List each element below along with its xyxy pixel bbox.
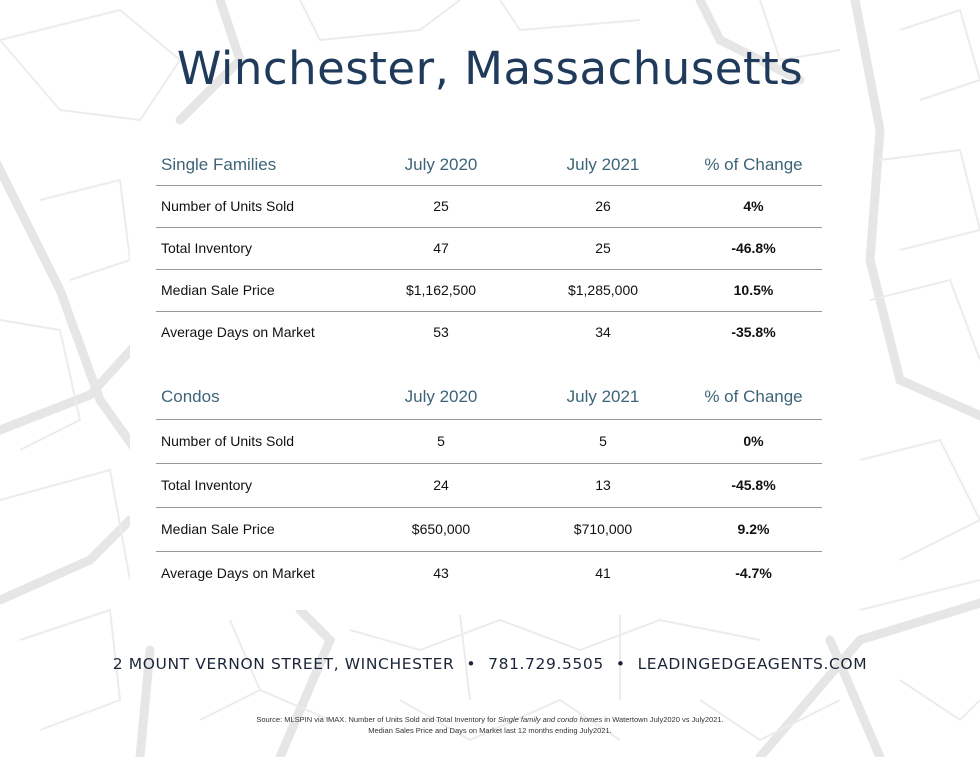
separator-dot: • bbox=[466, 655, 477, 673]
source-line-1 bbox=[0, 714, 980, 725]
phone-number[interactable]: 781.729.5505 bbox=[488, 655, 604, 673]
value-2021: 25 bbox=[521, 227, 685, 269]
metric-label: Median Sale Price bbox=[156, 507, 361, 551]
change-value: -4.7% bbox=[735, 565, 772, 582]
metric-label: Average Days on Market bbox=[161, 324, 315, 341]
column-header: July 2021 bbox=[521, 376, 685, 419]
section-heading: Condos bbox=[156, 376, 361, 419]
value-2020: 47 bbox=[361, 227, 521, 269]
contact-footer bbox=[0, 655, 980, 673]
column-header: % of Change bbox=[685, 145, 822, 185]
value-2021: $710,000 bbox=[521, 507, 685, 551]
table-row bbox=[156, 507, 822, 551]
change-value: 0% bbox=[685, 419, 822, 463]
value-2020: 53 bbox=[433, 324, 449, 341]
page-title: Winchester, Massachusetts bbox=[176, 42, 804, 95]
table-row bbox=[156, 227, 822, 269]
table-row bbox=[156, 269, 822, 311]
change-value: -45.8% bbox=[685, 463, 822, 507]
value-2020: $1,162,500 bbox=[361, 269, 521, 311]
value-2021: 26 bbox=[521, 185, 685, 227]
source-text: in Watertown July2020 vs July2021. bbox=[602, 715, 724, 724]
column-header: % of Change bbox=[685, 376, 822, 419]
value-2021: 41 bbox=[595, 565, 611, 582]
table-row bbox=[156, 551, 822, 595]
value-2020: 43 bbox=[433, 565, 449, 582]
table-row bbox=[156, 463, 822, 507]
metric-label: Total Inventory bbox=[156, 227, 361, 269]
website-link[interactable]: LEADINGEDGEAGENTS.COM bbox=[637, 655, 868, 673]
section-heading: Single Families bbox=[156, 145, 361, 185]
value-2020: 5 bbox=[361, 419, 521, 463]
table-header-row bbox=[156, 145, 822, 185]
table-header-row bbox=[156, 376, 822, 419]
metric-label: Number of Units Sold bbox=[156, 419, 361, 463]
value-2021: $1,285,000 bbox=[521, 269, 685, 311]
table-row bbox=[156, 419, 822, 463]
table-row bbox=[156, 185, 822, 227]
value-2021: 13 bbox=[521, 463, 685, 507]
source-line-2: Median Sales Price and Days on Market last 12 months ending July2021. bbox=[368, 726, 612, 735]
metric-label: Number of Units Sold bbox=[156, 185, 361, 227]
separator-dot: • bbox=[615, 655, 626, 673]
column-header: July 2020 bbox=[361, 376, 521, 419]
value-2021: 5 bbox=[521, 419, 685, 463]
column-header: July 2021 bbox=[521, 145, 685, 185]
single-families-table bbox=[156, 145, 822, 353]
metric-label: Median Sale Price bbox=[156, 269, 361, 311]
source-note bbox=[0, 714, 980, 736]
source-text: Source: MLSPIN via IMAX. Number of Units Sold and Total Inventory for bbox=[256, 715, 498, 724]
value-2021: 34 bbox=[595, 324, 611, 341]
change-value: -46.8% bbox=[685, 227, 822, 269]
metric-label: Total Inventory bbox=[156, 463, 361, 507]
office-address: 2 MOUNT VERNON STREET, WINCHESTER bbox=[112, 655, 455, 673]
change-value: 4% bbox=[685, 185, 822, 227]
value-2020: 24 bbox=[361, 463, 521, 507]
value-2020: 25 bbox=[361, 185, 521, 227]
value-2020: $650,000 bbox=[361, 507, 521, 551]
source-emphasis: Single family and condo homes bbox=[497, 715, 603, 724]
table-row bbox=[156, 311, 822, 353]
column-header: July 2020 bbox=[361, 145, 521, 185]
condos-table bbox=[156, 376, 822, 595]
change-value: 10.5% bbox=[685, 269, 822, 311]
change-value: -35.8% bbox=[731, 324, 776, 341]
change-value: 9.2% bbox=[685, 507, 822, 551]
metric-label: Average Days on Market bbox=[161, 565, 315, 582]
